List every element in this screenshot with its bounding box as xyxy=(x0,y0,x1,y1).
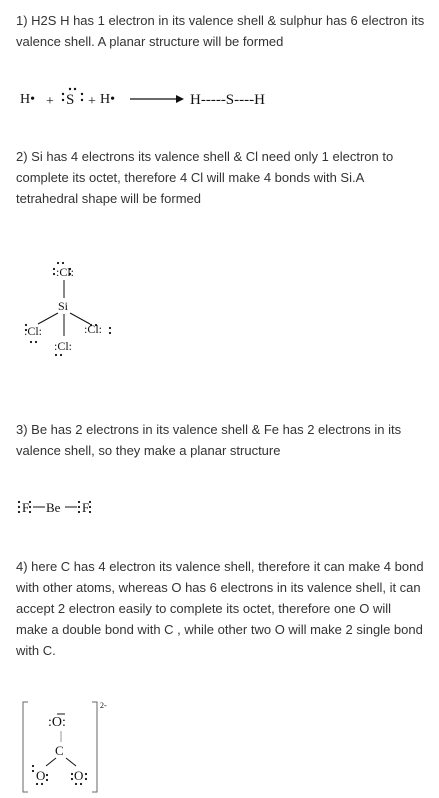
bracket-left xyxy=(23,702,28,792)
oxygen-top: :O: xyxy=(48,715,66,730)
hydrogen-right: H• xyxy=(100,92,116,107)
fluorine-left: F xyxy=(22,500,30,515)
carbonate-structure xyxy=(16,696,126,796)
chlorine-bottom-dots xyxy=(55,354,62,356)
paragraph-4: 4) here C has 4 electron its valence shell, therefore it can make 4 bond with other atoms, whereas O has 6 electrons in its valence shell, it can accept 2 electron easily to complete its octet, therefore one O will make a double bond with C , while other two O will make 2 single bond with C. xyxy=(16,559,424,658)
chlorine-bottom: :Cl: xyxy=(54,339,73,353)
oxygen-left: O xyxy=(36,768,46,783)
bracket-right xyxy=(92,702,97,792)
chlorine-top: :Cl: xyxy=(56,265,75,279)
fluorine-right: F xyxy=(82,500,90,515)
beryllium-center: Be xyxy=(46,500,61,515)
chlorine-left: :Cl: xyxy=(24,324,43,338)
paragraph-1: 1) H2S H has 1 electron in its valence shell & sulphur has 6 electron its valence shell. A planar structure will be formed xyxy=(16,13,425,49)
hydrogen-left: H• xyxy=(20,92,36,107)
oxygen-right: O xyxy=(74,768,84,783)
chlorine-right: :Cl: xyxy=(84,322,103,336)
product-structure: H-----S----H xyxy=(190,92,265,108)
carbon-center: C xyxy=(55,743,64,758)
paragraph-2: 2) Si has 4 electrons its valence shell & Cl need only 1 electron to complete its octet, therefore 4 Cl will make 4 bonds with Si.A tetrahedral shape will be formed xyxy=(16,149,394,206)
reaction-arrowhead xyxy=(176,95,184,103)
h2s-equation xyxy=(0,84,300,114)
plus-sign-2: + xyxy=(88,94,96,109)
sicl4-structure xyxy=(18,258,128,360)
charge-label: 2- xyxy=(100,701,107,710)
paragraph-3: 3) Be has 2 electrons in its valence shell & Fe has 2 electrons in its valence shell, so they make a planar structure xyxy=(16,422,402,458)
sulfur-atom: S xyxy=(66,92,75,108)
plus-sign-1: + xyxy=(46,94,54,109)
bef2-structure xyxy=(16,495,126,519)
silicon-center: Si xyxy=(58,299,69,313)
